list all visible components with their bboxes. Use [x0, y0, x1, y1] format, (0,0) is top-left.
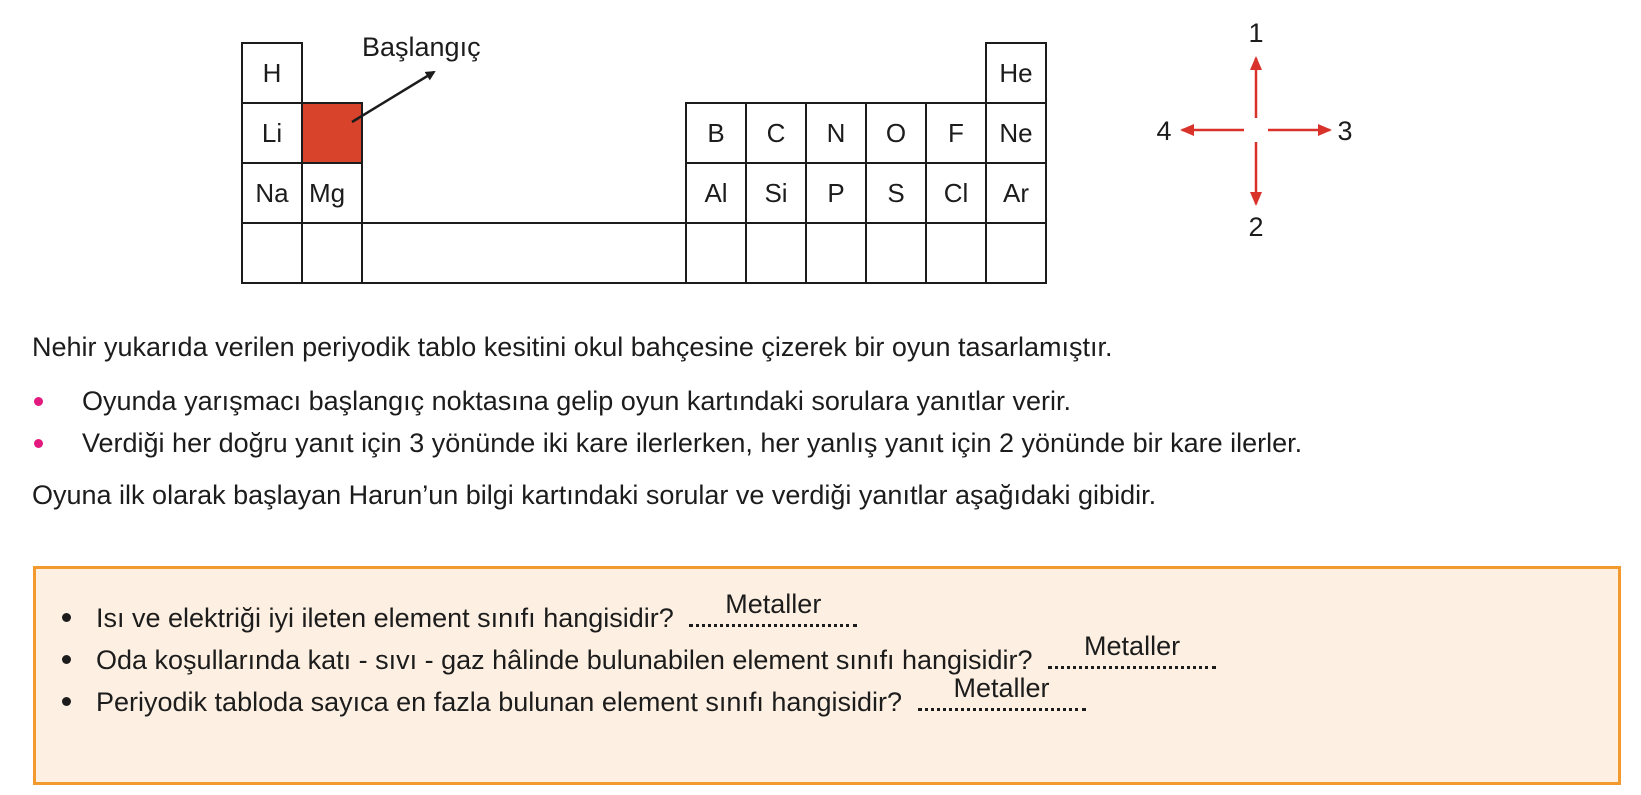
- element-cell-s: S: [865, 162, 927, 224]
- compass-label-up: 1: [1248, 18, 1264, 48]
- bullet-dot-icon: [62, 697, 71, 706]
- compass-label-right: 3: [1337, 116, 1353, 146]
- element-cell-he: He: [985, 42, 1047, 104]
- answer-blank: [918, 673, 1086, 711]
- rules-list: [32, 384, 1302, 468]
- answer-blank: [689, 589, 857, 627]
- element-cell-ne: Ne: [985, 102, 1047, 164]
- element-cell-al: Al: [685, 162, 747, 224]
- arrows-overlay: [0, 0, 1641, 300]
- question-text: Isı ve elektriği iyi ileten element sınıfı hangisidir?: [96, 603, 674, 633]
- question-list: [60, 589, 1216, 723]
- bullet-dot-icon: [34, 397, 43, 406]
- outro-paragraph: Oyuna ilk olarak başlayan Harun’un bilgi kartındaki sorular ve verdiği yanıtlar aşağıdaki gibidir.: [32, 480, 1157, 510]
- rule-text: Verdiği her doğru yanıt için 3 yönünde iki kare ilerlerken, her yanlış yanıt için 2 yönünde bir kare ilerler.: [82, 428, 1303, 458]
- bullet-dot-icon: [34, 439, 43, 448]
- question-item: [60, 589, 1216, 639]
- element-cell-h: H: [241, 42, 303, 104]
- periodic-table-figure: [0, 0, 1641, 300]
- compass-label-left: 4: [1156, 116, 1172, 146]
- rule-item: [32, 384, 1302, 426]
- compass-label-down: 2: [1248, 212, 1264, 242]
- question-text: Oda koşullarında katı - sıvı - gaz hâlinde bulunabilen element sınıfı hangisidir?: [96, 645, 1033, 675]
- element-cell-li: Li: [241, 102, 303, 164]
- element-cell-na: Na: [241, 162, 303, 224]
- bullet-dot-icon: [62, 613, 71, 622]
- element-cell-si: Si: [745, 162, 807, 224]
- element-cell-o: O: [865, 102, 927, 164]
- direction-compass: [1182, 58, 1330, 204]
- answer-text: Metaller: [953, 673, 1050, 703]
- element-cell-ar: Ar: [985, 162, 1047, 224]
- question-card: [33, 566, 1621, 785]
- question-text: Periyodik tabloda sayıca en fazla bulunan element sınıfı hangisidir?: [96, 687, 902, 717]
- answer-blank: [1048, 631, 1216, 669]
- element-cell-n: N: [805, 102, 867, 164]
- rule-text: Oyunda yarışmacı başlangıç noktasına gelip oyun kartındaki sorulara yanıtlar verir.: [82, 386, 1072, 416]
- start-pointer-arrow: [352, 72, 434, 122]
- element-cell-cl: Cl: [925, 162, 987, 224]
- intro-paragraph: Nehir yukarıda verilen periyodik tablo kesitini okul bahçesine çizerek bir oyun tasarlamıştır.: [32, 332, 1113, 362]
- element-cell-b: B: [685, 102, 747, 164]
- element-cell-p: P: [805, 162, 867, 224]
- answer-text: Metaller: [725, 589, 822, 619]
- start-label: Başlangıç: [362, 32, 481, 62]
- rule-item: [32, 426, 1302, 468]
- answer-text: Metaller: [1084, 631, 1181, 661]
- element-cell-f: F: [925, 102, 987, 164]
- bullet-dot-icon: [62, 655, 71, 664]
- question-item: [60, 673, 1216, 723]
- element-cell-c: C: [745, 102, 807, 164]
- element-cell-mg: Mg: [301, 162, 363, 224]
